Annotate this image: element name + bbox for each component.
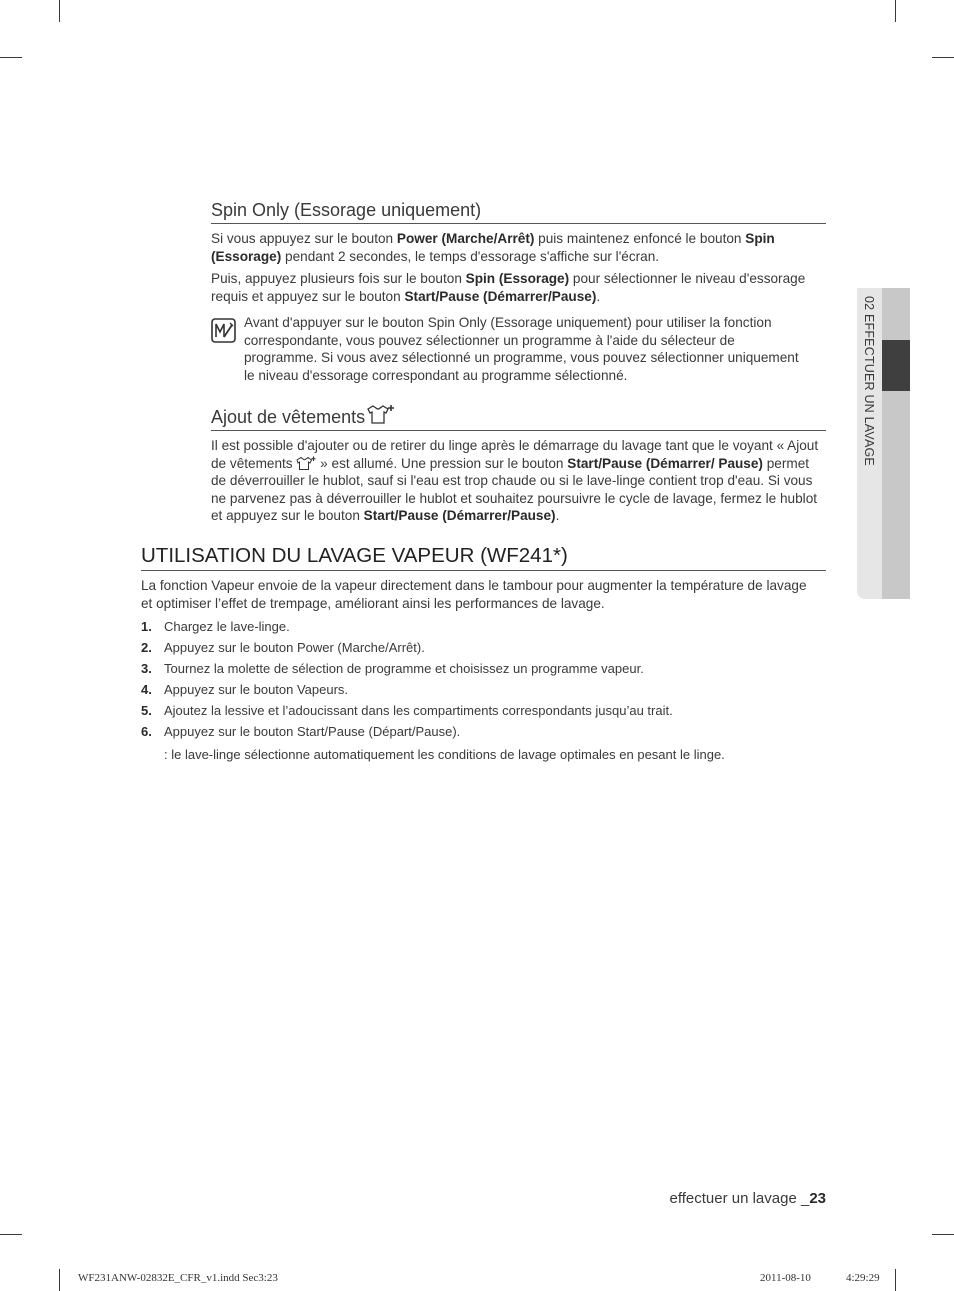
list-item xyxy=(141,637,673,658)
bold-run: Start/Pause (Démarrer/ Pause) xyxy=(567,455,763,471)
steam-section-heading: UTILISATION DU LAVAGE VAPEUR (WF241*) xyxy=(141,544,826,571)
bold-run: Start/Pause (Démarrer/Pause) xyxy=(363,508,556,523)
steam-intro: La fonction Vapeur envoie de la vapeur directement dans le tambour pour augmenter la température de lavage et optimiser l’effet de trempage, améliorant ainsi les performances de lavage. xyxy=(141,578,807,611)
spin-paragraph-1 xyxy=(211,230,811,265)
crop-mark xyxy=(895,1269,896,1291)
bold-run: Start/Pause (Démarrer/Pause) xyxy=(404,288,597,304)
step-text: Appuyez sur le bouton Start/Pause (Départ/Pause). xyxy=(164,724,461,739)
text-run: . xyxy=(555,508,560,523)
slug-file: WF231ANW-02832E_CFR_v1.indd Sec3:23 xyxy=(78,1272,278,1284)
text-run: Puis, appuyez plusieurs fois sur le bouton xyxy=(211,271,466,286)
step-number: 1. xyxy=(141,619,152,634)
step-text: Tournez la molette de sélection de programme et choisissez un programme vapeur. xyxy=(164,661,644,676)
steam-followup: : le lave-linge sélectionne automatiquement les conditions de lavage optimales en pesant le linge. xyxy=(164,747,725,762)
text-run: » est allumé. Une pression sur le bouton xyxy=(316,455,568,471)
crop-mark xyxy=(0,57,22,58)
step-text: Chargez le lave-linge. xyxy=(164,619,290,634)
step-number: 4. xyxy=(141,682,152,697)
text-run: puis maintenez enfoncé le bouton xyxy=(534,231,746,246)
chapter-label: 02 EFFECTUER UN LAVAGE xyxy=(862,296,876,466)
add-garment-heading xyxy=(211,404,826,431)
crop-mark xyxy=(932,57,954,58)
chapter-side-tab xyxy=(857,288,910,599)
crop-mark xyxy=(0,1234,22,1235)
add-garment-paragraph xyxy=(211,437,826,525)
text-run: pendant 2 secondes, le temps d'essorage s'affiche sur l'écran. xyxy=(281,248,660,264)
heading-text: Ajout de vêtements xyxy=(211,407,366,427)
slug-date: 2011-08-10 xyxy=(760,1272,811,1284)
footer-text: effectuer un lavage _ xyxy=(669,1190,810,1207)
text-run: permet de déverrouiller le hublot, sauf si l'eau est trop chaude ou si le lave-linge contient trop d'eau. Si vous ne parvenez pas à déverrouiller le hublot et souhaitez poursuivre le cycle de lavage, fermez le hublot et appuyez sur le bouton xyxy=(211,455,818,523)
list-item xyxy=(141,721,673,742)
list-item xyxy=(141,616,673,637)
step-number: 5. xyxy=(141,703,152,718)
add-garment-icon xyxy=(365,404,396,426)
step-number: 3. xyxy=(141,661,152,676)
spin-paragraph-2 xyxy=(211,270,811,305)
note-icon xyxy=(211,318,236,343)
crop-mark xyxy=(895,0,896,22)
step-text: Ajoutez la lessive et l’adoucissant dans les compartiments correspondants jusqu’au trait. xyxy=(164,703,673,718)
crop-mark xyxy=(59,0,60,22)
step-number: 6. xyxy=(141,724,152,739)
bold-run: Power (Marche/Arrêt) xyxy=(396,231,535,246)
crop-mark xyxy=(932,1234,954,1235)
bold-run: Spin (Essorage) xyxy=(211,231,775,264)
steam-steps-list xyxy=(141,616,673,742)
list-item xyxy=(141,700,673,721)
slug-time: 4:29:29 xyxy=(846,1272,880,1284)
bold-run: Spin (Essorage) xyxy=(465,271,570,286)
text-run: Si vous appuyez sur le bouton xyxy=(211,231,397,246)
list-item xyxy=(141,658,673,679)
step-text: Appuyez sur le bouton Vapeurs. xyxy=(164,682,349,697)
tab-current-marker xyxy=(882,340,910,391)
page-number: 23 xyxy=(809,1190,826,1207)
step-number: 2. xyxy=(141,640,152,655)
tab-grey-strip xyxy=(882,288,910,599)
text-run: Il est possible d'ajouter ou de retirer du linge après le démarrage du lavage tant que le voyant « Ajout de vêtements xyxy=(211,438,819,471)
list-item xyxy=(141,679,673,700)
text-run: . xyxy=(596,288,601,304)
crop-mark xyxy=(59,1269,60,1291)
text-run: pour sélectionner le niveau d'essorage requis et appuyez sur le bouton xyxy=(211,271,806,304)
add-garment-icon xyxy=(296,456,316,471)
spin-note: Avant d'appuyer sur le bouton Spin Only (Essorage uniquement) pour utiliser la fonction correspondante, vous pouvez sélectionner un programme à l'aide du sélecteur de programme. Si vous avez sélectionné un programme, vous pouvez sélectionner uniquement le niveau d'essorage correspondant au programme sélectionné. xyxy=(244,315,799,383)
spin-only-heading: Spin Only (Essorage uniquement) xyxy=(211,200,826,224)
page-footer xyxy=(669,1190,826,1207)
step-text: Appuyez sur le bouton Power (Marche/Arrêt). xyxy=(164,640,425,655)
